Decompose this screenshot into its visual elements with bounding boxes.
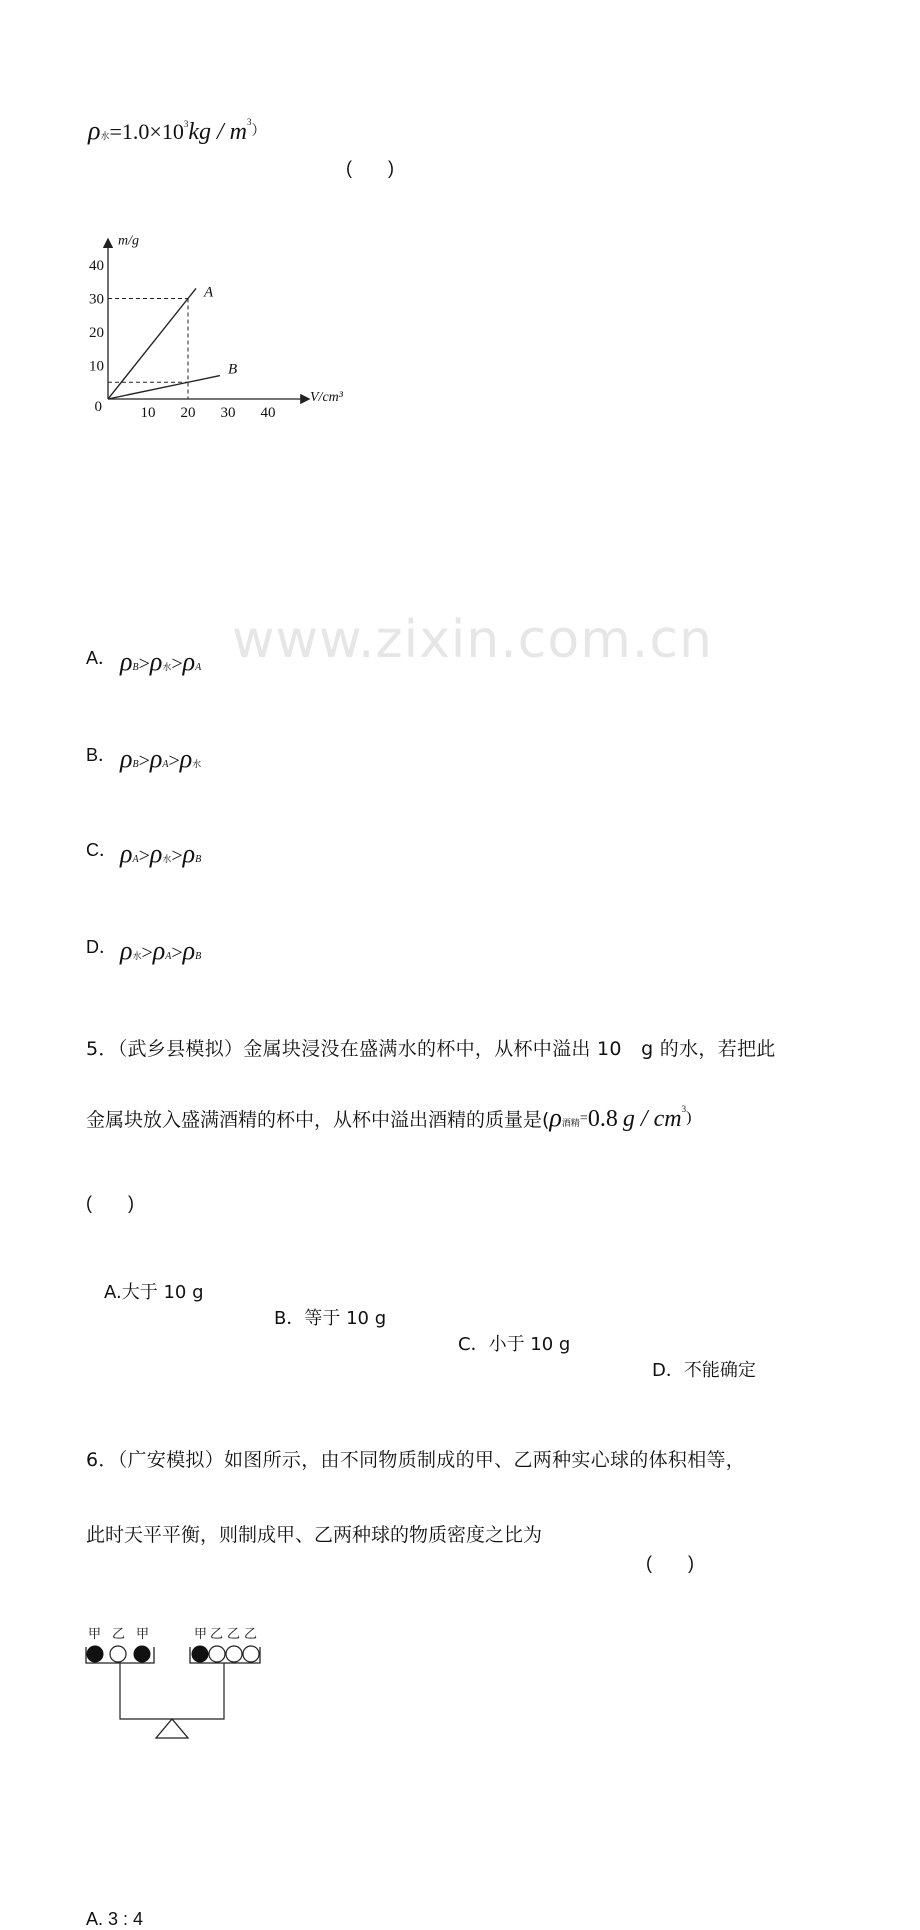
y-tick-label: 10 bbox=[89, 358, 104, 375]
formula-unit-exponent: 3 bbox=[246, 117, 252, 127]
greater-than-sign: > bbox=[138, 653, 150, 675]
y-tick-label: 20 bbox=[89, 325, 104, 341]
rho-symbol: ρ bbox=[182, 936, 196, 965]
y-axis-label: m/g bbox=[118, 233, 139, 249]
rho-symbol: ρ bbox=[120, 839, 133, 868]
rho-subscript: 水 bbox=[162, 855, 172, 865]
rho-subscript: B bbox=[132, 662, 139, 673]
rho-subscript: A bbox=[165, 951, 172, 962]
balance-frame bbox=[120, 1663, 224, 1719]
q6-text-line2: 此时天平平衡，则制成甲、乙两种球的物质密度之比为 bbox=[86, 1524, 543, 1546]
greater-than-sign: > bbox=[171, 845, 183, 867]
option-label: B． bbox=[86, 745, 117, 765]
watermark: www.zixin.com.cn bbox=[232, 610, 713, 670]
origin-label: 0 bbox=[94, 399, 102, 415]
formula-close: ） bbox=[251, 123, 266, 139]
rho-symbol: ρ bbox=[120, 936, 133, 965]
greater-than-sign: > bbox=[138, 750, 150, 772]
rho-symbol: ρ bbox=[179, 744, 193, 773]
ball-label: 甲 bbox=[88, 1627, 102, 1642]
ball-label: 甲 bbox=[194, 1627, 208, 1642]
balance-diagram bbox=[82, 1619, 282, 1749]
option-label: D． bbox=[86, 937, 117, 957]
q6-text-line1: 6．（广安模拟）如图所示，由不同物质制成的甲、乙两种实心球的体积相等， bbox=[86, 1449, 746, 1471]
q5-option-d[interactable]: D．不能确定 bbox=[652, 1360, 756, 1381]
y-tick-label: 30 bbox=[89, 291, 104, 308]
rho-symbol: ρ bbox=[88, 116, 101, 145]
rho-subscript: 水 bbox=[132, 952, 142, 962]
rho-symbol: ρ bbox=[120, 647, 133, 676]
mass-volume-chart bbox=[88, 232, 348, 422]
ball-jia bbox=[192, 1646, 208, 1662]
q6-answer-paren: ( ) bbox=[646, 1553, 694, 1573]
q5-option-a[interactable]: A.大于 10 g bbox=[104, 1282, 204, 1303]
rho-subscript: 水 bbox=[100, 132, 110, 142]
x-tick-label: 20 bbox=[180, 405, 196, 421]
ball-yi bbox=[243, 1646, 259, 1662]
ball-yi bbox=[110, 1646, 126, 1662]
rho-symbol: ρ bbox=[120, 744, 133, 773]
rho-subscript: B bbox=[195, 951, 202, 962]
greater-than-sign: > bbox=[171, 942, 183, 964]
rho-symbol: ρ bbox=[149, 744, 163, 773]
ball-label: 乙 bbox=[244, 1627, 258, 1642]
formula-unit: kg / m bbox=[188, 119, 247, 145]
formula-equals: = bbox=[579, 1111, 588, 1126]
series-label: A bbox=[204, 284, 214, 301]
ball-label: 乙 bbox=[227, 1627, 241, 1642]
q5-text-line1: 5．（武乡县模拟）金属块浸没在盛满水的杯中，从杯中溢出 10 g 的水，若把此 bbox=[86, 1038, 776, 1060]
formula-unit-exponent: 3 bbox=[681, 1104, 687, 1114]
q5-text-line2 bbox=[86, 1103, 920, 1133]
formula-exponent: 3 bbox=[183, 119, 189, 129]
ball-label: 甲 bbox=[136, 1627, 150, 1642]
formula-value: =1.0×10 bbox=[109, 119, 184, 144]
y-tick-label: 40 bbox=[89, 258, 104, 274]
rho-subscript: A bbox=[162, 759, 169, 770]
formula-unit: g / cm bbox=[622, 1106, 682, 1132]
rho-subscript: 酒精 bbox=[561, 1119, 580, 1129]
greater-than-sign: > bbox=[171, 653, 183, 675]
x-tick-label: 10 bbox=[140, 405, 156, 421]
q4-option-d[interactable] bbox=[86, 933, 920, 966]
fulcrum-triangle bbox=[156, 1719, 188, 1738]
option-label: A． bbox=[86, 648, 117, 668]
formula-number: 0.8 bbox=[587, 1106, 618, 1132]
greater-than-sign: > bbox=[168, 750, 180, 772]
q5-option-b[interactable]: B．等于 10 g bbox=[274, 1308, 387, 1329]
ball-yi bbox=[209, 1646, 225, 1662]
rho-subscript: A bbox=[132, 854, 139, 865]
formula-close: ) bbox=[686, 1109, 692, 1126]
rho-subscript: 水 bbox=[162, 663, 172, 673]
q5-option-c[interactable]: C．小于 10 g bbox=[458, 1334, 571, 1355]
rho-symbol: ρ bbox=[549, 1103, 562, 1132]
q5-line2-text: 金属块放入盛满酒精的杯中，从杯中溢出酒精的质量是( bbox=[86, 1109, 550, 1131]
series-line-b bbox=[108, 376, 220, 399]
rho-subscript: A bbox=[195, 662, 202, 673]
q4-option-a[interactable] bbox=[86, 644, 920, 677]
rho-symbol: ρ bbox=[149, 647, 163, 676]
greater-than-sign: > bbox=[141, 942, 153, 964]
series-label: B bbox=[228, 361, 238, 378]
rho-subscript: 水 bbox=[192, 760, 202, 770]
greater-than-sign: > bbox=[138, 845, 150, 867]
q4-answer-paren: ( ) bbox=[346, 158, 394, 178]
rho-symbol: ρ bbox=[182, 647, 196, 676]
rho-subscript: B bbox=[132, 759, 139, 770]
ball-yi bbox=[226, 1646, 242, 1662]
rho-symbol: ρ bbox=[149, 839, 163, 868]
rho-symbol: ρ bbox=[152, 936, 166, 965]
ball-label: 乙 bbox=[210, 1627, 224, 1642]
q6-option-a[interactable]: A. 3 : 4 bbox=[86, 1909, 144, 1929]
q4-option-c[interactable] bbox=[86, 836, 920, 869]
ball-jia bbox=[87, 1646, 103, 1662]
x-axis-label: V/cm³ bbox=[310, 390, 343, 405]
x-tick-label: 40 bbox=[260, 405, 276, 421]
option-label: C． bbox=[86, 840, 117, 860]
x-tick-label: 30 bbox=[220, 405, 236, 421]
q4-option-b[interactable] bbox=[86, 741, 920, 774]
q4-density-formula bbox=[88, 116, 920, 146]
rho-subscript: B bbox=[195, 854, 202, 865]
ball-label: 乙 bbox=[112, 1627, 126, 1642]
q5-answer-paren: ( ) bbox=[86, 1193, 134, 1213]
ball-jia bbox=[134, 1646, 150, 1662]
rho-symbol: ρ bbox=[182, 839, 196, 868]
